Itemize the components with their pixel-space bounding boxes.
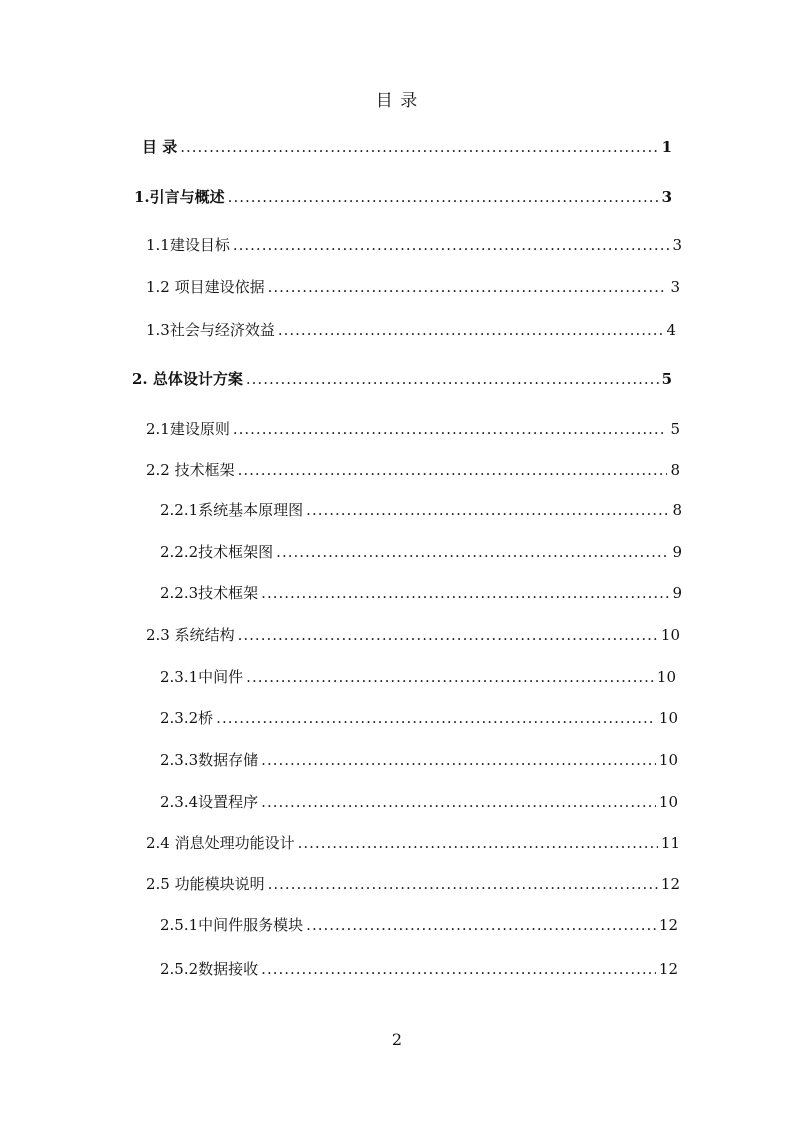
toc-entry-page: 4	[666, 321, 676, 339]
toc-entry-page: 8	[670, 461, 680, 479]
toc-entry-label: 2.1建设原则	[146, 420, 230, 438]
toc-entry-page: 9	[672, 543, 682, 561]
toc-entry[interactable]	[146, 234, 682, 256]
dot-leader	[306, 914, 656, 936]
toc-entry-label: 2.5 功能模块说明	[146, 875, 265, 893]
toc-entry-label: 2.3.2桥	[160, 709, 214, 727]
toc-entry[interactable]	[160, 499, 682, 521]
toc-entry-label: 2.3.4设置程序	[160, 793, 259, 811]
toc-entry-label: 目 录	[142, 138, 178, 156]
toc-entry-page: 3	[672, 236, 682, 254]
dot-leader	[261, 582, 669, 604]
dot-leader	[216, 707, 656, 729]
toc-entry[interactable]	[160, 958, 678, 980]
toc-entry-label: 1.1建设目标	[146, 236, 230, 254]
toc-entry-label: 2.5.1中间件服务模块	[160, 916, 304, 934]
toc-entry-page: 1	[661, 138, 672, 156]
toc-title: 目 录	[375, 91, 419, 111]
dot-leader	[233, 234, 670, 256]
toc-entry[interactable]	[146, 873, 680, 895]
toc-entry-page: 10	[658, 709, 678, 727]
toc-entry[interactable]	[132, 368, 672, 390]
toc-entry[interactable]	[142, 136, 672, 158]
toc-entry[interactable]	[146, 459, 680, 481]
dot-leader	[268, 873, 658, 895]
dot-leader	[276, 541, 669, 563]
toc-entry-page: 10	[658, 793, 678, 811]
dot-leader	[228, 186, 659, 208]
dot-leader	[298, 832, 658, 854]
dot-leader	[278, 319, 664, 341]
dot-leader	[268, 276, 668, 298]
toc-entry[interactable]	[160, 666, 676, 688]
toc-entry-page: 10	[660, 626, 680, 644]
toc-entry-label: 1.3社会与经济效益	[146, 321, 275, 339]
toc-entry-label: 2.4 消息处理功能设计	[146, 834, 295, 852]
toc-entry-page: 5	[661, 370, 672, 388]
toc-entry-label: 2.2.2技术框架图	[160, 543, 274, 561]
toc-entry[interactable]	[160, 791, 678, 813]
toc-entry-label: 1.2 项目建设依据	[146, 278, 265, 296]
dot-leader	[261, 749, 656, 771]
page-number: 2	[391, 1030, 403, 1049]
toc-entry-page: 12	[660, 875, 680, 893]
toc-entry-label: 2.3 系统结构	[146, 626, 235, 644]
dot-leader	[246, 368, 659, 390]
toc-entry-label: 2.2.1系统基本原理图	[160, 501, 304, 519]
toc-entry-page: 10	[656, 668, 676, 686]
toc-entry-label: 2.3.3数据存储	[160, 751, 259, 769]
toc-entry[interactable]	[146, 276, 680, 298]
dot-leader	[261, 791, 656, 813]
toc-entry-label: 2.5.2数据接收	[160, 960, 259, 978]
toc-entry[interactable]	[134, 186, 672, 208]
toc-entry[interactable]	[146, 832, 680, 854]
toc-entry[interactable]	[160, 582, 682, 604]
toc-entry-page: 9	[672, 584, 682, 602]
toc-entry[interactable]	[146, 319, 676, 341]
toc-entry-label: 1.引言与概述	[134, 188, 225, 206]
toc-entry[interactable]	[160, 749, 678, 771]
dot-leader	[180, 136, 658, 158]
toc-entry-label: 2.3.1中间件	[160, 668, 244, 686]
toc-entry[interactable]	[146, 418, 680, 440]
dot-leader	[238, 459, 668, 481]
toc-entry-page: 12	[658, 960, 678, 978]
toc-entry-page: 8	[672, 501, 682, 519]
toc-entry-page: 10	[658, 751, 678, 769]
toc-entry-page: 11	[660, 834, 680, 852]
toc-entry-page: 3	[670, 278, 680, 296]
toc-entry-page: 3	[661, 188, 672, 206]
toc-entry-page: 12	[658, 916, 678, 934]
toc-entry-label: 2.2 技术框架	[146, 461, 235, 479]
toc-entry-label: 2. 总体设计方案	[132, 370, 243, 388]
toc-entry[interactable]	[160, 914, 678, 936]
dot-leader	[261, 958, 656, 980]
dot-leader	[306, 499, 669, 521]
dot-leader	[238, 624, 658, 646]
toc-entry[interactable]	[160, 541, 682, 563]
dot-leader	[233, 418, 668, 440]
toc-entry-page: 5	[670, 420, 680, 438]
toc-entry[interactable]	[160, 707, 678, 729]
toc-entry-label: 2.2.3技术框架	[160, 584, 259, 602]
dot-leader	[246, 666, 654, 688]
toc-entry[interactable]	[146, 624, 680, 646]
